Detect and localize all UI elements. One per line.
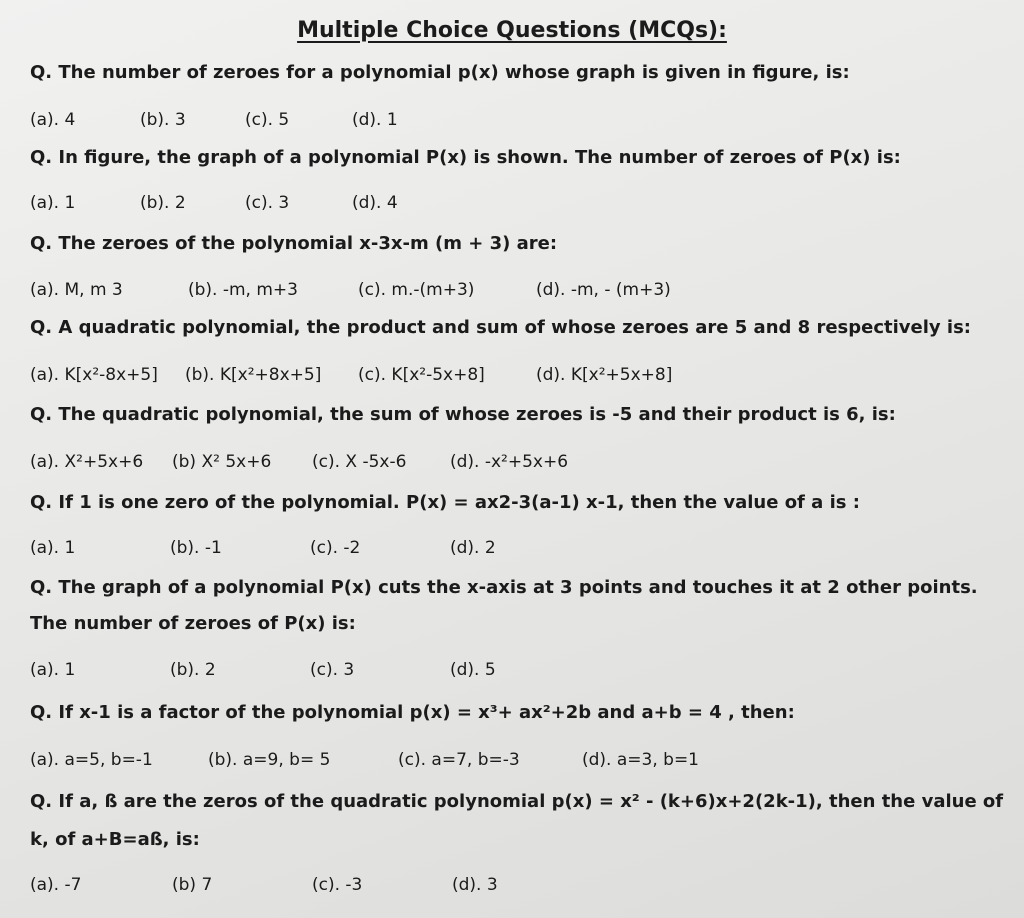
question-3: Q. The zeroes of the polynomial x-3x-m (m + 3) are: (30, 233, 558, 254)
question-4: Q. A quadratic polynomial, the product and sum of whose zeroes are 5 and 8 respectively is: (30, 317, 971, 338)
options-3 (30, 280, 1010, 308)
option-a[interactable]: (a). 4 (30, 110, 76, 130)
option-a[interactable]: (a). a=5, b=-1 (30, 750, 153, 770)
option-c[interactable]: (c). 3 (245, 193, 290, 213)
option-a[interactable]: (a). 1 (30, 660, 76, 680)
question-5: Q. The quadratic polynomial, the sum of whose zeroes is -5 and their product is 6, is: (30, 404, 896, 425)
option-d[interactable]: (d). 5 (450, 660, 496, 680)
question-2: Q. In figure, the graph of a polynomial P(x) is shown. The number of zeroes of P(x) is: (30, 147, 901, 168)
option-d[interactable]: (d). -m, - (m+3) (536, 280, 671, 300)
option-c[interactable]: (c). X -5x-6 (312, 452, 407, 472)
option-a[interactable]: (a). M, m 3 (30, 280, 123, 300)
option-b[interactable]: (b). -1 (170, 538, 222, 558)
option-b[interactable]: (b). 3 (140, 110, 186, 130)
option-b[interactable]: (b). 2 (170, 660, 216, 680)
option-d[interactable]: (d). 2 (450, 538, 496, 558)
option-c[interactable]: (c). a=7, b=-3 (398, 750, 520, 770)
option-d[interactable]: (d). -x²+5x+6 (450, 452, 569, 472)
option-c[interactable]: (c). m.-(m+3) (358, 280, 475, 300)
page-title: Multiple Choice Questions (MCQs): (297, 18, 727, 43)
options-8 (30, 750, 1010, 778)
options-2 (30, 193, 1010, 221)
option-b[interactable]: (b). 2 (140, 193, 186, 213)
question-8: Q. If x-1 is a factor of the polynomial p(x) = x³+ ax²+2b and a+b = 4 , then: (30, 702, 795, 723)
option-b[interactable]: (b). a=9, b= 5 (208, 750, 331, 770)
options-6 (30, 538, 1010, 566)
options-1 (30, 110, 1010, 138)
option-c[interactable]: (c). 5 (245, 110, 290, 130)
options-4 (30, 365, 1010, 393)
question-1: Q. The number of zeroes for a polynomial p(x) whose graph is given in figure, is: (30, 62, 850, 83)
option-a[interactable]: (a). X²+5x+6 (30, 452, 144, 472)
option-d[interactable]: (d). 3 (452, 875, 498, 895)
option-b[interactable]: (b) X² 5x+6 (172, 452, 272, 472)
option-a[interactable]: (a). 1 (30, 538, 76, 558)
options-9 (30, 875, 1010, 903)
option-a[interactable]: (a). 1 (30, 193, 76, 213)
question-9: Q. If a, ß are the zeros of the quadratic polynomial p(x) = x² - (k+6)x+2(2k-1), then the value of k, of a+B=aß, is: (30, 791, 1004, 850)
option-c[interactable]: (c). -2 (310, 538, 361, 558)
option-a[interactable]: (a). K[x²-8x+5] (30, 365, 158, 385)
option-b[interactable]: (b). -m, m+3 (188, 280, 298, 300)
option-d[interactable]: (d). a=3, b=1 (582, 750, 699, 770)
option-b[interactable]: (b). K[x²+8x+5] (185, 365, 322, 385)
option-d[interactable]: (d). 1 (352, 110, 398, 130)
option-b[interactable]: (b) 7 (172, 875, 213, 895)
question-7: Q. The graph of a polynomial P(x) cuts the x-axis at 3 points and touches it at 2 other points. The number of zeroes of P(x) is: (30, 577, 978, 634)
question-6: Q. If 1 is one zero of the polynomial. P(x) = ax2-3(a-1) x-1, then the value of a is : (30, 492, 860, 513)
option-d[interactable]: (d). 4 (352, 193, 398, 213)
option-a[interactable]: (a). -7 (30, 875, 82, 895)
options-5 (30, 452, 1010, 480)
option-d[interactable]: (d). K[x²+5x+8] (536, 365, 673, 385)
option-c[interactable]: (c). K[x²-5x+8] (358, 365, 485, 385)
option-c[interactable]: (c). 3 (310, 660, 355, 680)
options-7 (30, 660, 1010, 688)
option-c[interactable]: (c). -3 (312, 875, 363, 895)
